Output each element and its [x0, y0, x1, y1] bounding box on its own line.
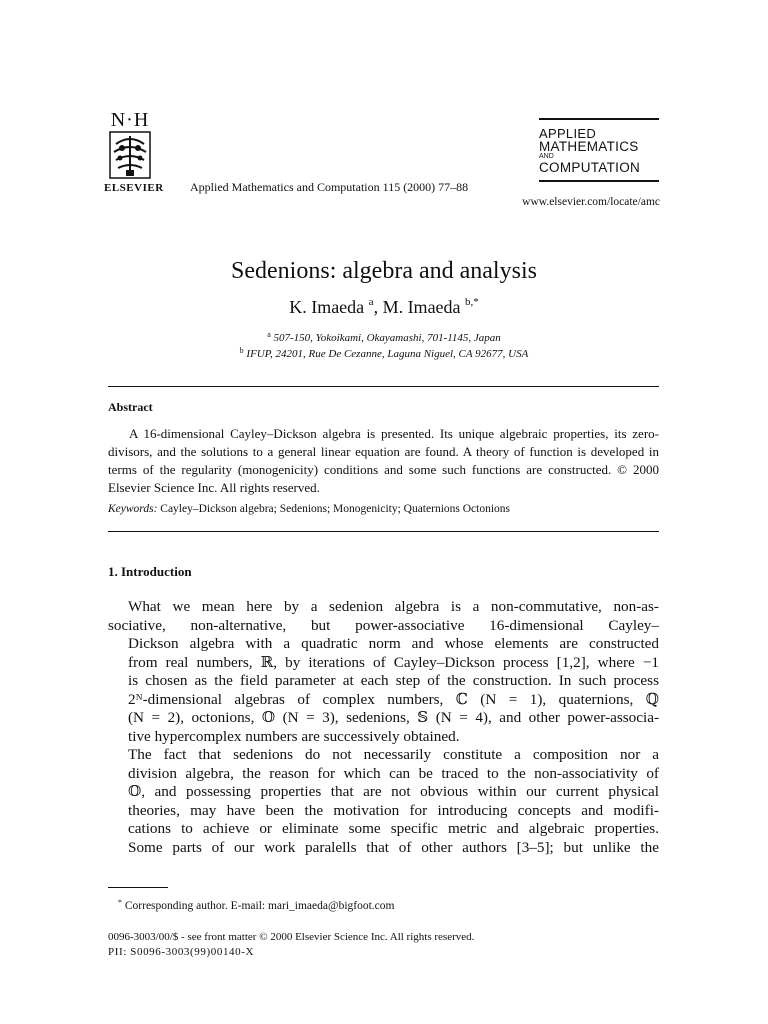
paragraph-line: tive hypercomplex numbers are successively obtained. [128, 727, 460, 745]
divider-bottom [108, 531, 659, 532]
author-separator: , [373, 297, 383, 317]
author-mark: b,* [465, 296, 479, 308]
article-title: Sedenions: algebra and analysis [231, 258, 537, 284]
front-matter-line1: 0096-3003/00/$ - see front matter © 2000 Elsevier Science Inc. All rights reserved. [108, 931, 475, 943]
keywords-list: Cayley–Dickson algebra; Sedenions; Monogenicity; Quaternions Octonions [160, 503, 511, 515]
affiliation [0, 346, 768, 360]
journal-logo-rule [539, 118, 659, 120]
footnote-text: Corresponding author. E-mail: mari_imaeda@bigfoot.com [124, 900, 395, 912]
section-heading: 1. Introduction [108, 564, 192, 579]
abstract-text: A 16-dimensional Cayley–Dickson algebra is presented. Its unique algebraic properties, its zero-divisors, and the solutions to a general linear equation are found. A theory of function is developed in terms of the regularity (monogenicity) conditions and some such functions are constructed. © 2000 Elsevier Science Inc. All rights reserved. [108, 426, 659, 495]
paragraph-line: sociative, non-alternative, but power-associative 16-dimensional Cayley– [108, 616, 659, 634]
affiliation [0, 330, 768, 344]
paragraph-line: from real numbers, ℝ, by iterations of Cayley–Dickson process [1,2], where −1 [128, 653, 659, 671]
journal-citation: Applied Mathematics and Computation 115 (2000) 77–88 [190, 180, 469, 194]
paragraph-line: Dickson algebra with a quadratic norm and whose elements are constructed [128, 635, 659, 652]
paragraph-line: cations to achieve or eliminate some specific metric and algebraic properties. [128, 820, 659, 837]
intro-paragraph-1 [108, 598, 659, 746]
affiliation-mark: b [239, 346, 244, 355]
keywords [108, 503, 510, 515]
front-matter-line2: PII: S0096-3003(99)00140-X [108, 946, 255, 958]
affiliation-text: 507-150, Yokoikami, Okayamashi, 701-1145, Japan [273, 332, 501, 344]
paragraph-line: The fact that sedenions do not necessarily constitute a composition nor a [128, 746, 659, 763]
paragraph-line: is chosen as the field parameter at each step of the construction. In such process [128, 672, 659, 689]
footnote-mark: * [118, 898, 122, 907]
paragraph-line: What we mean here by a sedenion algebra is a non-commutative, non-as- [128, 598, 659, 615]
author-mark: a [368, 296, 374, 308]
footnote-rule [108, 887, 168, 888]
journal-logo-line3: AND [539, 153, 554, 160]
journal-logo [539, 118, 661, 182]
abstract-heading: Abstract [108, 400, 153, 414]
paragraph-line: division algebra, the reason for which can be traced to the non-associativity of [128, 764, 659, 782]
affiliation-text: IFUP, 24201, Rue De Cezanne, Laguna Niguel, CA 92677, USA [246, 348, 529, 360]
divider-top [108, 386, 659, 387]
paragraph-line: theories, may have been the motivation for introducing concepts and modifi- [128, 801, 659, 819]
journal-logo-rule-bottom [539, 180, 659, 182]
footnote [118, 898, 394, 912]
publisher-mark: N·H [110, 109, 150, 131]
journal-logo-line2: MATHEMATICS [539, 139, 639, 154]
front-matter [108, 930, 474, 960]
author-name: K. Imaeda [289, 297, 365, 317]
publisher-name: ELSEVIER [104, 182, 164, 194]
paragraph-line: 𝕆, and possessing properties that are not obvious within our current physical [128, 783, 659, 800]
keywords-label: Keywords: [108, 503, 158, 515]
intro-paragraph-2 [108, 746, 659, 857]
publisher-logo [104, 110, 174, 194]
affiliation-mark: a [267, 330, 271, 339]
author-list [0, 296, 768, 318]
paragraph-line: (N = 2), octonions, 𝕆 (N = 3), sedenions, 𝕊 (N = 4), and other power-associa- [128, 709, 659, 726]
author-name: M. Imaeda [382, 297, 461, 317]
journal-logo-line4: COMPUTATION [539, 160, 641, 175]
paragraph-line: Some parts of our work paralells that of other authors [3–5]; but unlike the [128, 838, 659, 856]
paragraph-line: 2ᴺ-dimensional algebras of complex numbers, ℂ (N = 1), quaternions, ℚ [128, 690, 659, 708]
journal-logo-line1: APPLIED [539, 126, 597, 141]
journal-url[interactable]: www.elsevier.com/locate/amc [522, 196, 660, 208]
publisher-tree-emblem-icon [108, 130, 152, 180]
